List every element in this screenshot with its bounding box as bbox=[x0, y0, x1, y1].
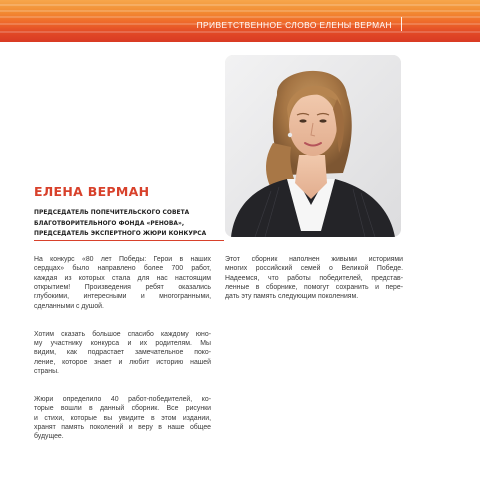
text-line: Надеемся, что работы победителей, представ- bbox=[225, 274, 403, 282]
text-line: ленные в сборнике, помогут сохранить и пере- bbox=[225, 284, 403, 292]
role-line: ПРЕДСЕДАТЕЛЬ ПОПЕЧИТЕЛЬСКОГО СОВЕТА bbox=[34, 210, 190, 216]
role-underline bbox=[34, 240, 224, 241]
text-line: глубокими, интересными и многогранными, bbox=[34, 293, 211, 301]
paragraph bbox=[34, 255, 211, 311]
text-line: Жюри определило 40 работ-победителей, ко- bbox=[34, 395, 211, 403]
portrait-illustration bbox=[225, 55, 401, 237]
role-line: ПРЕДСЕДАТЕЛЬ ЭКСПЕРТНОГО ЖЮРИ КОНКУРСА bbox=[34, 231, 207, 237]
text-line: дать эту память следующим поколениям. bbox=[225, 293, 359, 301]
text-line: хранят память поколений и веру в наше общее bbox=[34, 424, 211, 431]
text-line: торые вошли в данный сборник. Все рисунки bbox=[34, 405, 211, 413]
text-line: видим, как подрастает замечательное поко- bbox=[34, 349, 211, 357]
role-line: БЛАГОТВОРИТЕЛЬНОГО ФОНДА «РЕНОВА», bbox=[34, 220, 185, 227]
text-line: му участнику конкурса и их родителям. Мы bbox=[34, 340, 211, 347]
person-role bbox=[34, 208, 224, 240]
text-line: каждая из которых стала для нас настоящим bbox=[34, 274, 211, 282]
person-name: ЕЛЕНА ВЕРМАН bbox=[34, 184, 150, 199]
text-line: Хотим сказать большое спасибо каждому юно- bbox=[34, 330, 211, 338]
section-title: ПРИВЕТСТВЕННОЕ СЛОВО ЕЛЕНЫ ВЕРМАН bbox=[196, 20, 392, 30]
paragraph bbox=[34, 330, 211, 377]
text-line: сделанными с душой. bbox=[34, 302, 104, 310]
portrait-photo bbox=[225, 55, 401, 237]
paragraph bbox=[34, 395, 211, 442]
right-text-column bbox=[225, 255, 403, 320]
text-line: На конкурс «80 лет Победы: Герои в наших bbox=[34, 256, 211, 263]
text-line: Этот сборник наполнен живыми историями bbox=[225, 256, 403, 263]
left-text-column bbox=[34, 255, 211, 460]
text-line: и стихи, которые вы увидите в этом издании, bbox=[34, 414, 211, 422]
text-line: будущее. bbox=[34, 433, 64, 441]
header-band bbox=[0, 0, 480, 42]
paragraph bbox=[225, 255, 403, 302]
text-line: страны. bbox=[34, 368, 59, 376]
header-divider bbox=[401, 17, 402, 31]
text-line: открытием! Произведения ребят оказались bbox=[34, 284, 211, 292]
text-line: многих российский семей о Великой Победе. bbox=[225, 265, 403, 273]
text-line: ление, которое знает и любит историю нашей bbox=[34, 358, 211, 366]
text-line: сердцах» было направлено более 700 работ, bbox=[34, 265, 211, 273]
